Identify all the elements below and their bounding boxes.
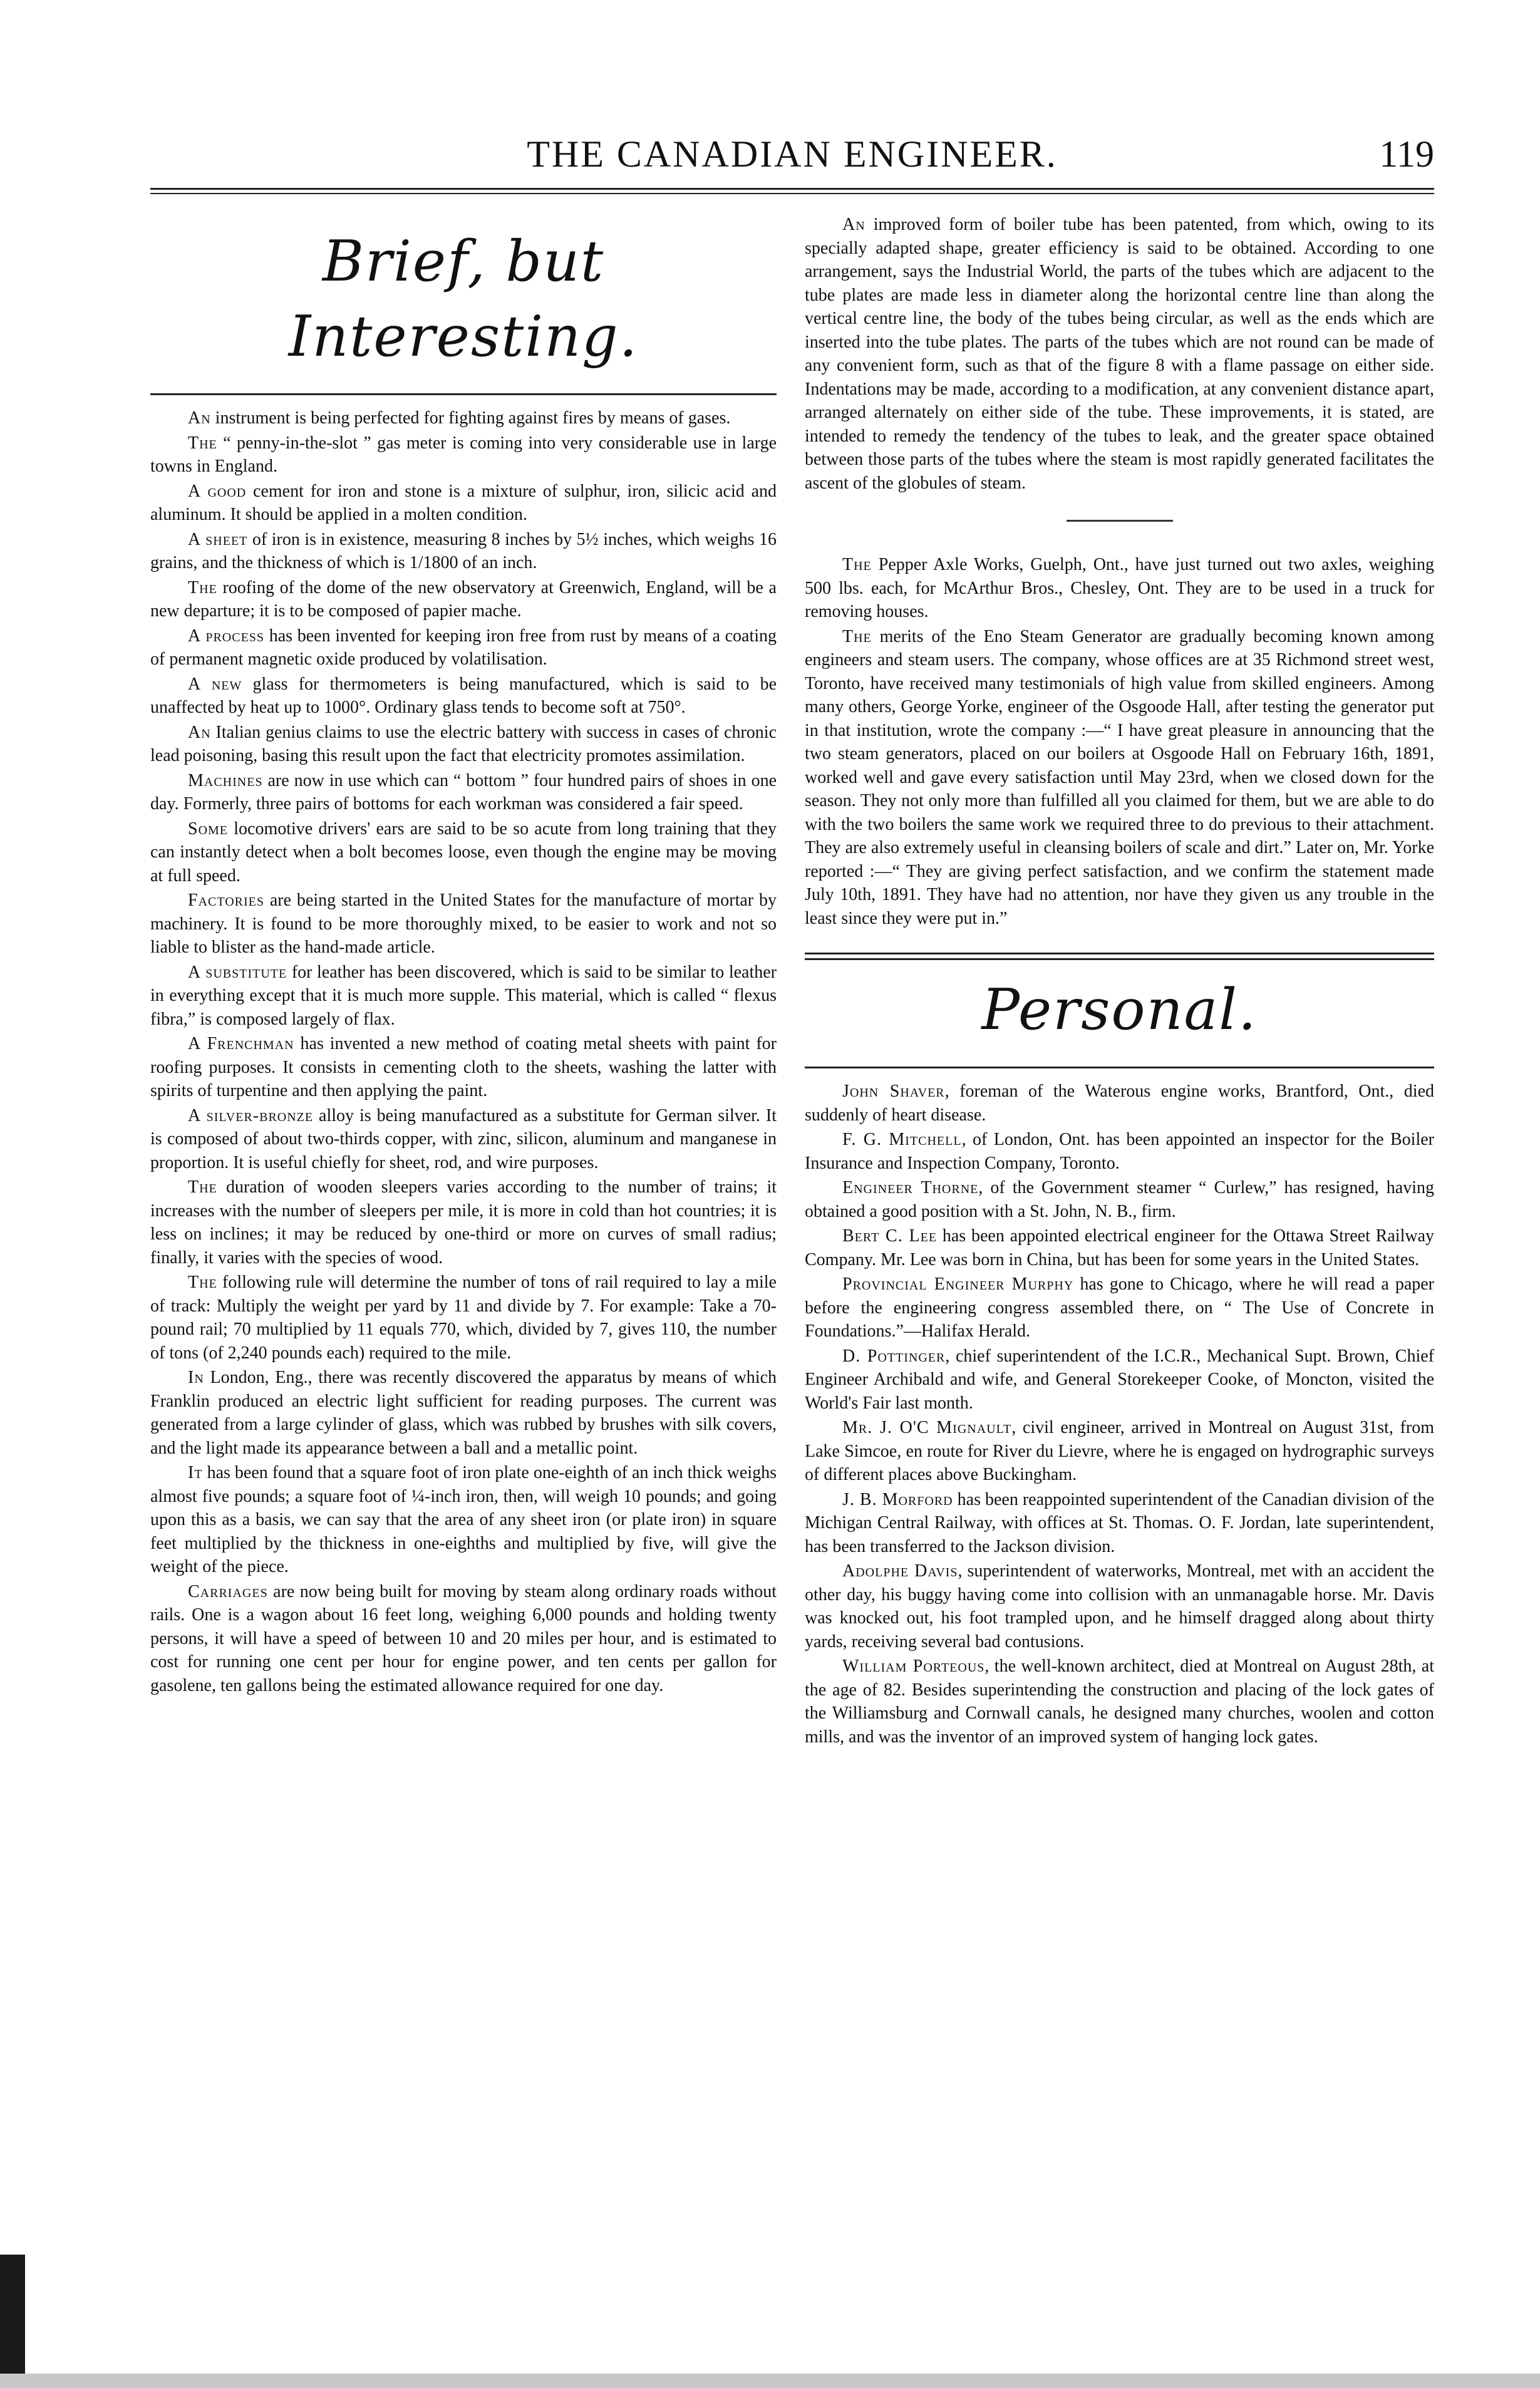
paragraph-lead: It xyxy=(188,1463,203,1482)
paragraph-lead: A substitute xyxy=(188,962,287,982)
paragraph xyxy=(150,1580,777,1698)
paragraph-text: are being started in the United States for the manufacture of mortar by machinery. It is found to be more thoroughly mixed, to be easier to work and not so liable to blister as the hand-made article. xyxy=(150,891,777,957)
section-rule xyxy=(150,393,777,395)
brief-items xyxy=(150,406,777,1697)
paragraph xyxy=(150,1032,777,1103)
paragraph-text: alloy is being manufactured as a substitute for German silver. It is composed of about two-thirds copper, with zinc, silicon, aluminum and manganese in proportion. It is useful chiefly for sheet, rod, and wire purposes. xyxy=(150,1105,777,1172)
paragraph xyxy=(805,1416,1434,1487)
paragraph-text: are now being built for moving by steam along ordinary roads without rails. One is a wagon about 16 feet long, weighing 6,000 pounds and holding twenty persons, it will have a speed of between 10 and 20 miles per hour, and is estimated to cost for running one cent per hour for engine power, and ten cents per gallon for gasolene, ten gallons being the estimated allowance required for one day. xyxy=(150,1581,777,1695)
paragraph-lead: The xyxy=(188,1273,217,1292)
paragraph-lead: The xyxy=(188,577,217,597)
paragraph xyxy=(805,1273,1434,1343)
paragraph-lead: The xyxy=(842,626,872,646)
left-column xyxy=(150,213,777,1698)
paragraph-text: duration of wooden sleepers varies according to the number of trains; it increases with the number of sleepers per mile, it is more in cold than hot countries; it is less on inclines; it may be reduced by one-third or more on curves of small radius; finally, it varies with the species of wood. xyxy=(150,1177,777,1268)
paragraph-lead: Carriages xyxy=(188,1581,268,1601)
paragraph xyxy=(150,576,777,623)
right-column xyxy=(805,213,1434,1750)
paragraph-lead: The xyxy=(188,1177,217,1197)
paragraph xyxy=(150,1104,777,1175)
header-rule xyxy=(150,188,1434,190)
paragraph-text: , chief superintendent of the I.C.R., Mechanical Supt. Brown, Chief Engineer Archibald and wife, and General Storekeeper Cooke, of Moncton, visited the World's Fair last month. xyxy=(805,1346,1434,1413)
paragraph-text: roofing of the dome of the new observatory at Greenwich, England, will be a new departure; it is to be composed of papier mache. xyxy=(150,577,777,621)
scan-edge-shadow xyxy=(0,2255,25,2388)
paragraph-text: improved form of boiler tube has been patented, from which, owing to its specially adapted shape, greater efficiency is said to be obtained. According to one arrangement, says the Industrial World, the parts of the tubes which are adjacent to the tube plates are made less in diameter along the horizontal centre line than along the vertical centre line, the body of the tubes being circular, as well as the ends which are inserted into the tube plates. The parts of the tubes which are not round can be made of any convenient form, such as that of the figure 8 with a flame passage on either side. Indentations may be made, according to a modification, at any convenient distance apart, arranged alternately on either side of the tube. These improvements, it is stated, are intended to remedy the tendency of the tubes to leak, and the greater space obtained between those parts of the tubes where the steam is most rapidly generated facilitates the ascent of the globules of steam. xyxy=(805,215,1434,493)
section-heading-personal: Personal. xyxy=(981,977,1258,1043)
paragraph-lead: Engineer Thorne xyxy=(842,1178,979,1197)
paragraph-text: , civil engineer, arrived in Montreal on August 31st, from Lake Simcoe, en route for River du Lievre, where he is engaged on hydrographic surveys of different places above Buckingham. xyxy=(805,1418,1434,1484)
paragraph xyxy=(805,1488,1434,1559)
paragraph-text: , the well-known architect, died at Montreal on August 28th, at the age of 82. Besides superintending the construction and placing of the lock gates of the Williamsburg and Cornwall canals, he designed many churches, woolen and cotton mills, and was the inventor of an improved system of hanging lock gates. xyxy=(805,1657,1435,1747)
paragraph xyxy=(805,1559,1434,1653)
paragraph-lead: J. B. Morford xyxy=(842,1489,953,1509)
paragraph-lead: D. Pottinger xyxy=(842,1346,946,1366)
paragraph-text: Italian genius claims to use the electric battery with success in cases of chronic lead poisoning, basing this result upon the fact that electricity promotes assimilation. xyxy=(150,722,777,765)
paragraph-lead: Provincial Engineer Murphy xyxy=(842,1274,1074,1294)
running-header xyxy=(150,125,1434,182)
paragraph-text: has been invented for keeping iron free from rust by means of a coating of permanent magnetic oxide produced by volatilisation. xyxy=(150,626,777,669)
personal-items xyxy=(805,1080,1434,1749)
paragraph-lead: In xyxy=(188,1368,204,1387)
paragraph-lead: John Shaver xyxy=(842,1082,945,1101)
paragraph xyxy=(150,1366,777,1460)
paragraph xyxy=(805,1655,1434,1749)
paragraph-text: , superintendent of waterworks, Montreal, met with an accident the other day, his buggy having come into collision with an unmanagable horse. Mr. Davis was knocked out, his foot trampled upon, and he himself dragged along about thirty yards, receiving several bad contusions. xyxy=(805,1561,1434,1651)
boiler-tube-article xyxy=(805,213,1434,495)
paragraph xyxy=(805,1176,1434,1223)
paragraph-lead: An xyxy=(188,722,211,742)
paragraph-text: has invented a new method of coating metal sheets with paint for roofing purposes. It consists in cementing cloth to the sheets, washing the latter with spirits of turpentine and then applying the paint. xyxy=(150,1034,777,1100)
paragraph-text: glass for thermometers is being manufactured, which is said to be unaffected by heat up to 1000°. Ordinary glass tends to become soft at 750°. xyxy=(150,674,777,717)
paragraph xyxy=(805,1080,1434,1127)
paragraph-lead: F. G. Mitchell xyxy=(842,1130,962,1149)
paragraph xyxy=(805,553,1434,624)
paragraph-text: has been appointed electrical engineer for the Ottawa Street Railway Company. Mr. Lee was born in China, but has been for some years in the United States. xyxy=(805,1226,1434,1269)
paragraph-lead: The xyxy=(842,555,872,574)
page-number: 119 xyxy=(1379,133,1434,175)
paragraph-lead: A Frenchman xyxy=(188,1034,294,1053)
paragraph-text: instrument is being perfected for fighting against fires by means of gases. xyxy=(210,408,731,428)
paragraph-lead: The xyxy=(188,433,217,453)
paragraph-lead: A good xyxy=(188,481,247,501)
header-rule-secondary xyxy=(150,193,1434,194)
section-heading-brief: Brief, but Interesting. xyxy=(288,229,639,370)
paragraph-text: has been reappointed superintendent of the Canadian division of the Michigan Central Railway, with offices at St. Thomas. O. F. Jordan, late superintendent, has been transferred to the Jackson division. xyxy=(805,1489,1434,1556)
paragraph xyxy=(805,213,1434,495)
paragraph-lead: An xyxy=(188,408,211,428)
paragraph-text: , of the Government steamer “ Curlew,” has resigned, having obtained a good position with a St. John, N. B., firm. xyxy=(805,1178,1434,1221)
paragraph-lead: William Porteous xyxy=(842,1657,985,1676)
section-rule xyxy=(805,1067,1434,1068)
scan-bottom-edge xyxy=(0,2374,1540,2388)
paragraph-text: , of London, Ont. has been appointed an inspector for the Boiler Insurance and Inspection Company, Toronto. xyxy=(805,1130,1434,1173)
paragraph-lead: An xyxy=(842,215,866,234)
paragraph-text: locomotive drivers' ears are said to be so acute from long training that they can instantly detect when a bolt becomes loose, even though the engine may be moving at full speed. xyxy=(150,819,777,886)
paragraph xyxy=(150,480,777,527)
paragraph-lead: A process xyxy=(188,626,265,646)
paragraph-lead: Factories xyxy=(188,891,264,910)
paragraph xyxy=(805,1128,1434,1175)
paragraph-lead: A sheet xyxy=(188,529,248,549)
paragraph-text: has been found that a square foot of iron plate one-eighth of an inch thick weighs almost five pounds; a square foot of ¼-inch iron, then, will weigh 10 pounds; and going upon this as a basis, we can say that the area of any sheet iron (or plate iron) in square feet multiplied by the thickness in one-eighths and multiplied by five, will give the weight of the piece. xyxy=(150,1463,777,1576)
paragraph-text: following rule will determine the number of tons of rail required to lay a mile of track: Multiply the weight per yard by 11 and divide by 7. For example: Take a 70-pound rail; 70 multiplied by 11 equals 770, which, divided by 7, gives 110, the number of tons (of 2,240 pounds each) required to the mile. xyxy=(150,1273,777,1363)
paragraph xyxy=(805,1224,1434,1271)
paragraph-text: cement for iron and stone is a mixture of sulphur, iron, silicic acid and aluminum. It should be applied in a molten condition. xyxy=(150,481,777,524)
section-double-rule xyxy=(805,953,1434,960)
trade-notes xyxy=(805,553,1434,930)
paragraph xyxy=(150,673,777,720)
paragraph xyxy=(150,1176,777,1269)
paragraph xyxy=(150,961,777,1031)
article-separator xyxy=(1067,520,1173,522)
paragraph xyxy=(150,528,777,575)
paragraph-lead: Adolphe Davis xyxy=(842,1561,958,1581)
paragraph-text: Pepper Axle Works, Guelph, Ont., have just turned out two axles, weighing 500 lbs. each, for McArthur Bros., Chesley, Ont. They are to be used in a truck for removing houses. xyxy=(805,555,1434,621)
paragraph-text: London, Eng., there was recently discovered the apparatus by means of which Franklin produced an electric light sufficient for reading purposes. The current was generated from a large cylinder of glass, which was rubbed by brushes with silk covers, and the light made its appearance between a ball and a metallic point. xyxy=(150,1368,777,1458)
paragraph xyxy=(150,721,777,768)
paragraph-text: , foreman of the Waterous engine works, Brantford, Ont., died suddenly of heart disease. xyxy=(805,1082,1434,1125)
paragraph-text: for leather has been discovered, which is said to be similar to leather in everything except that it is much more supple. This material, which is called “ flexus fibra,” is composed largely of flax. xyxy=(150,962,777,1029)
paragraph-lead: A new xyxy=(188,674,242,694)
paragraph xyxy=(150,1461,777,1579)
paragraph-text: has gone to Chicago, where he will read a paper before the engineering congress assembled there, on “ The Use of Concrete in Foundations.”—Halifax Herald. xyxy=(805,1274,1434,1341)
paragraph-text: merits of the Eno Steam Generator are gradually becoming known among engineers and steam users. The company, whose offices are at 35 Richmond street west, Toronto, have received many testimonials of high value from skilled engineers. Among many others, George Yorke, engineer of the Osgoode Hall, after testing the generator put in that institution, wrote the company :—“ I have great pleasure in announcing that the two steam generators, placed on our boilers at Osgoode Hall on February 16th, 1891, worked well and gave every satisfaction until May 23rd, when we closed down for the season. They not only more than fulfilled all you claimed for them, but we are able to do with the two boilers the same work we required three to do previous to their attachment. They are also extremely useful in cleansing boilers of scale and dirt.” Later on, Mr. Yorke reported :—“ They are giving perfect satisfaction, and we confirm the statement made July 10th, 1891. They have had no attention, nor have they given us any trouble in the least since they were put in.” xyxy=(805,626,1434,928)
paragraph-lead: Machines xyxy=(188,770,263,790)
paragraph xyxy=(150,817,777,888)
paragraph xyxy=(150,624,777,671)
paragraph xyxy=(150,432,777,478)
paragraph-text: are now in use which can “ bottom ” four hundred pairs of shoes in one day. Formerly, three pairs of bottoms for each workman was considered a fair speed. xyxy=(150,770,777,814)
paragraph-text: of iron is in existence, measuring 8 inches by 5½ inches, which weighs 16 grains, and the thickness of which is 1/1800 of an inch. xyxy=(150,529,777,572)
paragraph xyxy=(150,406,777,430)
paragraph xyxy=(150,769,777,816)
publication-title: THE CANADIAN ENGINEER. xyxy=(527,133,1058,175)
paragraph-lead: Bert C. Lee xyxy=(842,1226,938,1246)
paragraph xyxy=(150,1271,777,1365)
paragraph xyxy=(805,625,1434,931)
paragraph xyxy=(805,1345,1434,1415)
paragraph-lead: Some xyxy=(188,819,229,839)
paragraph-lead: A silver-bronze xyxy=(188,1105,314,1125)
paragraph-text: “ penny-in-the-slot ” gas meter is coming into very considerable use in large towns in England. xyxy=(150,433,777,476)
paragraph-lead: Mr. J. O'C Mignault xyxy=(842,1418,1012,1437)
paragraph xyxy=(150,889,777,959)
